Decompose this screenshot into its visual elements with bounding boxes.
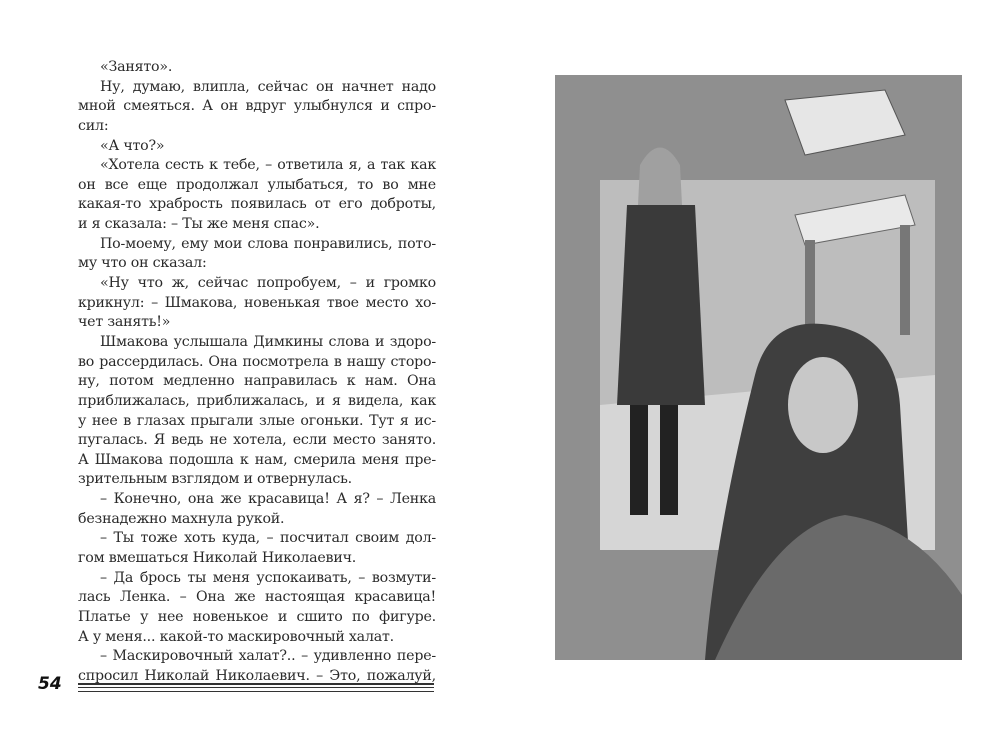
text-line: – Маскировочный халат?.. – удивленно пере-	[100, 648, 436, 665]
text-line: «Занято».	[100, 59, 173, 75]
text-line: «Хотела сесть к тебе, – ответила я, а так как	[100, 157, 436, 174]
text-line: «А что?»	[100, 137, 165, 154]
text-line: Ну, думаю, влипла, сейчас он начнет надо	[100, 78, 436, 95]
text-line: Платье у нее новенькое и сшито по фигуре.	[78, 608, 436, 625]
text-line: – Да брось ты меня успокаивать, – возмути-	[100, 569, 436, 586]
text-line: пугалась. Я ведь не хотела, если место занято.	[78, 432, 436, 449]
text-line: во рассердилась. Она посмотрела в нашу сторо-	[78, 353, 436, 370]
text-line: – Ты тоже хоть куда, – посчитал своим дол-	[100, 530, 436, 547]
text-line: он все еще продолжал улыбаться, то во мне	[78, 176, 436, 193]
body-text	[78, 58, 436, 687]
text-line: мной смеяться. А он вдруг улыбнулся и спро-	[78, 98, 436, 115]
text-line: у нее в глазах прыгали злые огоньки. Тут я ис-	[78, 412, 436, 429]
text-line: зрительным взглядом и отвернулась.	[78, 471, 352, 488]
text-line: чет занять!»	[78, 314, 171, 331]
text-line: «Ну что ж, сейчас попробуем, – и громко	[100, 275, 436, 292]
page-number: 54	[38, 674, 62, 694]
illustration-drawing	[555, 75, 962, 660]
text-line: приближалась, приближалась, и я видела, как	[78, 392, 436, 409]
text-line: безнадежно махнула рукой.	[78, 510, 285, 527]
text-line: – Конечно, она же красавица! А я? – Ленка	[100, 491, 436, 508]
footer-rule	[78, 683, 434, 692]
text-line: Шмакова услышала Димкины слова и здоро-	[100, 333, 436, 350]
text-line: По-моему, ему мои слова понравились, пото-	[100, 235, 436, 252]
text-line: лась Ленка. – Она же настоящая красавица!	[78, 589, 436, 606]
text-line: какая-то храбрость появилась от его доброты,	[78, 196, 436, 213]
text-line: А у меня... какой-то маскировочный халат.	[78, 628, 394, 645]
illustration	[555, 75, 962, 660]
text-line: ну, потом медленно направилась к нам. Она	[78, 373, 436, 390]
page-footer	[38, 674, 436, 694]
text-line: сил:	[78, 117, 109, 134]
text-line: спросил Николай Николаевич. – Это, пожалуй,	[78, 667, 436, 684]
text-line: А Шмакова подошла к нам, смерила меня пре-	[78, 451, 436, 468]
text-line: му что он сказал:	[78, 255, 207, 272]
text-line: гом вмешаться Николай Николаевич.	[78, 550, 357, 567]
text-line: крикнул: – Шмакова, новенькая твое место хо-	[78, 294, 436, 311]
text-line: и я сказала: – Ты же меня спас».	[78, 216, 320, 233]
